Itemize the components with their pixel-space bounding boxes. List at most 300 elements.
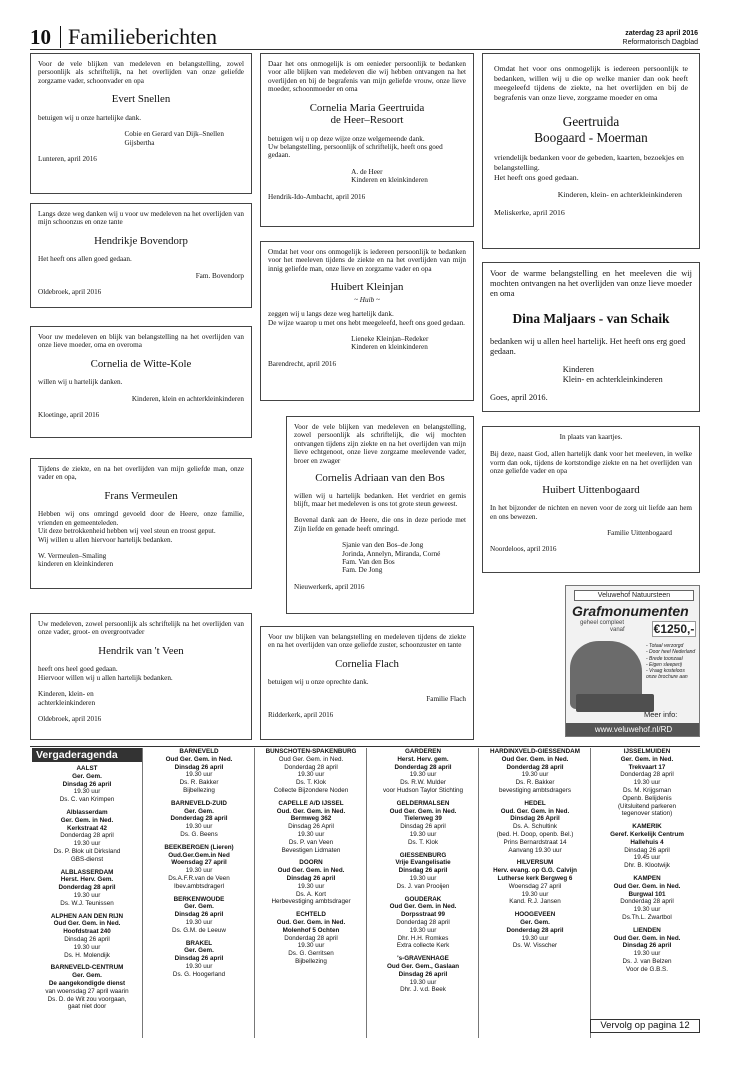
ad-body: zeggen wij u langs deze weg hartelijk dank.	[268, 310, 394, 319]
agenda-place: ALPHEN AAN DEN RIJN	[50, 912, 124, 920]
agenda-line: Ds. R.W. Mulder	[400, 779, 446, 787]
ad-signature: Sjanie van den Bos–de Jong	[342, 541, 424, 550]
agenda-line: Oud Ger. Gem. in Ned.	[278, 755, 344, 763]
promo-feature: - Eigen sleeperij	[646, 661, 682, 668]
issue-date: zaterdag 23 april 2016	[625, 30, 698, 37]
agenda-detail: Kerkstraat 42	[67, 824, 107, 832]
agenda-line: 19.30 uur	[73, 891, 101, 899]
agenda-church: Ger. Gem. in Ned.	[60, 816, 114, 824]
ad-van-t-veen	[30, 613, 252, 740]
agenda-line: 19.30 uur	[633, 950, 661, 958]
ad-body: Hebben wij ons omringd gevoeld door de Heere, onze familie, vrienden en gemeenteleden.	[38, 510, 244, 527]
agenda-line: 19.30 uur	[409, 830, 437, 838]
agenda-line: 19.30 uur	[185, 771, 213, 779]
ad-signature: Gijsbertha	[124, 138, 155, 147]
agenda-line: Ds. G. Hoogerland	[172, 970, 226, 978]
agenda-church: Oud.Ger.Gem.in Ned	[168, 851, 230, 859]
agenda-line: Aanvang 19.30 uur	[508, 846, 562, 854]
ad-signature: kinderen en kleinkinderen	[38, 560, 114, 569]
agenda-entry	[592, 875, 702, 922]
ad-body: Wij willen u allen hiervoor hartelijk bedanken.	[38, 535, 173, 544]
agenda-entry	[480, 800, 590, 855]
deceased-name: Frans Vermeulen	[104, 489, 178, 502]
promo-feature: onze brochure aan	[646, 674, 688, 681]
agenda-line: 19.30 uur	[185, 823, 213, 831]
agenda-church: Oud. Ger. Gem. in Ned.	[500, 807, 570, 815]
agenda-line: 19.30 uur	[633, 906, 661, 914]
ad-signature: Familie Uittenbogaard	[607, 528, 672, 537]
agenda-place: Alblasserdam	[66, 808, 108, 816]
ad-signature: Kinderen, klein- en achterkleinkinderen	[557, 190, 682, 200]
agenda-entry	[144, 844, 254, 891]
ad-body: vriendelijk bedanken voor de gebeden, kaarten, bezoekjes en belangstelling.	[494, 153, 684, 172]
ad-body: Hiervoor willen wij u allen hartelijk bedanken.	[38, 673, 173, 682]
agenda-line: 19.30 uur	[297, 942, 325, 950]
agenda-church: Oud Ger. Gem. in Ned.	[501, 755, 569, 763]
ad-intro: Voor uw medeleven en blijk van belangstelling na het overlijden van onze lieve moeder, oma en overoma	[38, 333, 244, 350]
deceased-name: Boogaard - Moerman	[534, 129, 648, 145]
ad-place-date: Oldebroek, april 2016	[38, 288, 102, 297]
agenda-line: Ds. J. van Prooijen	[396, 882, 450, 890]
ad-intro: Voor de vele blijken van medeleven en belangstelling, zowel persoonlijk als schriftelijk, na het overlijden van onze geliefde zorgzame vader, schoonvader en opa	[38, 60, 244, 85]
agenda-detail: Dinsdag 26 april	[62, 780, 112, 788]
agenda-place: HILVERSUM	[516, 859, 554, 867]
ad-intro: Omdat het voor ons onmogelijk is iedereen persoonlijk te bedanken, willen wij u die op welke manier dan ook heeft meegeleefd tijdens de ziekte, na het overlijden en bij de begrafenis van onze lieve, zorgzame moeder en oma	[494, 64, 688, 102]
agenda-line: Dinsdag 26 april	[400, 823, 446, 831]
agenda-place: CAPELLE A/D IJSSEL	[278, 799, 344, 807]
header-divider	[60, 26, 61, 48]
agenda-line: Dhr. B. Klootwijk	[624, 862, 670, 870]
section-title: Familieberichten	[68, 24, 218, 49]
agenda-church: Herv. evang. op G.G. Calvijn	[493, 867, 577, 875]
agenda-line: (bed. H. Doop, openb. Bel.)	[496, 830, 574, 838]
agenda-entry	[144, 748, 254, 795]
promo-feature: - Vraag kosteloos	[646, 668, 685, 675]
agenda-place: KAMPEN	[633, 874, 661, 882]
ad-signature: Kinderen	[562, 364, 594, 374]
agenda-line: Donderdag 28 april	[284, 934, 338, 942]
agenda-detail: Dinsdag 26 april	[622, 942, 672, 950]
agenda-line: Woensdag 27 april	[508, 882, 562, 890]
ad-van-den-bos	[286, 416, 474, 614]
agenda-church: Oud Ger. Gem. in Ned.	[389, 807, 457, 815]
promo-feature: - Totaal verzorgd	[646, 643, 684, 649]
agenda-detail: Dinsdag 26 april	[174, 955, 224, 963]
deceased-name: Cornelis Adriaan van den Bos	[315, 472, 445, 485]
ad-intro: Uw medeleven, zowel persoonlijk als schriftelijk na het overlijden van onze vader, groot- en overgrootvader	[38, 620, 244, 637]
agenda-entry	[32, 913, 142, 960]
agenda-detail: Donderdag 28 april	[506, 926, 564, 934]
agenda-place: HOOGEVEEN	[514, 911, 556, 919]
agenda-place: ECHTELD	[296, 911, 326, 919]
ad-body: heeft ons heel goed gedaan.	[38, 665, 118, 674]
agenda-line: 19.30 uur	[297, 771, 325, 779]
agenda-detail: Lutherse kerk Bergweg 6	[497, 874, 573, 882]
agenda-church: Oud Ger. Gem. in Ned.	[277, 867, 345, 875]
agenda-line: Dhr. H.H. Romkes	[397, 934, 449, 942]
promo-sub-line: vanaf	[610, 627, 625, 633]
ad-signature: Fam. Van den Bos	[342, 557, 395, 566]
agenda-line: 19.30 uur	[633, 779, 661, 787]
agenda-line: van woensdag 27 april waarin	[45, 987, 129, 995]
agenda-line: 19.30 uur	[297, 882, 325, 890]
agenda-church: Ger. Gem.	[520, 918, 550, 926]
agenda-line: 19.30 uur	[73, 788, 101, 796]
ad-intro: Voor de vele blijken van medeleven en belangstelling, zowel persoonlijk als schriftelijk, die wij mochten ontvangen tijdens zijn ziekte en na het overlijden van mijn lieve echtgenoot, onze lieve zorgzame meelevende vader, broer en zwager	[294, 423, 466, 465]
agenda-church: Ger. Gem.	[72, 972, 102, 980]
agenda-line: Ds.Th.L. Zwartbol	[622, 913, 672, 921]
ad-intro: Omdat het voor ons onmogelijk is iedereen persoonlijk te bedanken voor het meeleven tijdens de ziekte en na het overlijden van mijn innig geliefde man, onze lieve en zorgzame vader en opa	[268, 248, 466, 273]
deceased-name: Huibert Uittenbogaard	[542, 483, 640, 496]
gravestone-base	[576, 694, 654, 712]
agenda-detail: Hallehuis 4	[630, 838, 664, 846]
agenda-line: Bijbellezing	[295, 957, 327, 965]
agenda-entry	[256, 748, 366, 795]
agenda-detail: Woensdag 27 april	[171, 859, 227, 867]
agenda-church: Ger. Gem.	[184, 903, 214, 911]
ad-maljaars	[482, 262, 700, 412]
ad-intro: Daar het ons onmogelijk is om eenieder persoonlijk te bedanken voor alle blijken van medeleven die wij hebben ontvangen na het overlijden en bij de begrafenis van mijn geliefde vrouw, onze lieve moeder, schoonmoeder en oma	[268, 60, 466, 94]
agenda-line: Ds. R. Bakker	[179, 779, 219, 787]
agenda-place: DOORN	[299, 859, 323, 867]
agenda-line: 19.30 uur	[297, 830, 325, 838]
ad-body: willen wij u hartelijk bedanken. Het verdriet en gemis blijft, maar het medeleven is ons tot grote steun geweest.	[294, 491, 466, 508]
ad-signature: Jorinda, Annelyn, Miranda, Corné	[342, 549, 441, 558]
newspaper-name: Reformatorisch Dagblad	[622, 39, 698, 46]
agenda-line: Ds.A.F.R.van de Veen	[168, 874, 230, 882]
agenda-line: Openb. Belijdenis	[622, 794, 672, 802]
column-divider	[590, 748, 591, 1038]
ad-place-date: Barendrecht, april 2016	[268, 359, 337, 368]
agenda-church: Ger. Gem.	[184, 807, 214, 815]
agenda-line: 19.30 uur	[185, 962, 213, 970]
agenda-column	[256, 748, 366, 971]
agenda-line: gaat niet door	[67, 1003, 107, 1011]
agenda-place: GELDERMALSEN	[396, 799, 450, 807]
advertisement-grafmonumenten[interactable]	[565, 585, 700, 737]
agenda-church: Geref. Kerkelijk Centrum	[610, 830, 684, 838]
agenda-entry	[144, 940, 254, 979]
agenda-line: bevestiging ambtsdragers	[498, 786, 572, 794]
agenda-entry	[368, 955, 478, 994]
agenda-line: Ds. W.J. Teunissen	[60, 899, 114, 907]
ad-bovendorp	[30, 203, 252, 308]
ad-body: Bovenal dank aan de Heere, die ons in deze periode met Zijn liefde en genade heeft omringd.	[294, 516, 466, 533]
ad-place-date: Kloetinge, april 2016	[38, 411, 100, 420]
ad-body: De wijze waarop u met ons hebt meegeleefd, heeft ons goed gedaan.	[268, 318, 465, 327]
agenda-entry	[256, 800, 366, 855]
ad-intro: Tijdens de ziekte, en na het overlijden van mijn geliefde man, onze vader en opa,	[38, 465, 244, 482]
agenda-church: Oud Ger. Gem. in Ned.	[165, 755, 233, 763]
ad-place-date: Goes, april 2016.	[490, 392, 548, 402]
deceased-name: de Heer–Resoort	[330, 114, 404, 127]
agenda-column	[368, 748, 478, 999]
agenda-entry	[32, 964, 142, 1011]
agenda-line: Ds. G.M. de Leeuw	[172, 926, 226, 934]
agenda-line: Donderdag 28 april	[284, 763, 338, 771]
ad-place-date: Ridderkerk, april 2016	[268, 711, 334, 720]
agenda-church: Oud Ger. Gem., Gaslaan	[386, 962, 460, 970]
ad-body: bedanken wij u allen heel hartelijk. Het heeft ons erg goed gedaan.	[490, 336, 686, 356]
ad-intro: Voor de warme belangstelling en het meeleven die wij mochten ontvangen na het overlijden van onze lieve moeder en oma	[490, 269, 692, 298]
promo-subtitle	[580, 620, 625, 634]
agenda-line: Ds. T. Klok	[408, 838, 438, 846]
agenda-line: voor Hudson Taylor Stichting	[382, 786, 464, 794]
ad-intro: Langs deze weg danken wij u voor uw medeleven na het overlijden van mijn schoonzus en onze tante	[38, 210, 244, 227]
agenda-detail: Burgwal 101	[628, 890, 666, 898]
agenda-place: BUNSCHOTEN-SPAKENBURG	[265, 748, 357, 755]
agenda-line: 19.30 uur	[409, 874, 437, 882]
promo-feature: - Door heel Nederland	[646, 649, 696, 656]
page-number: 10	[30, 25, 51, 49]
agenda-entry	[256, 911, 366, 966]
promo-more-info: Meer info:	[644, 710, 678, 719]
agenda-line: Ds. P. Blok uit Dirksland	[53, 847, 121, 855]
ad-kleinjan	[260, 241, 474, 401]
ad-body: Het heeft ons allen goed gedaan.	[38, 255, 132, 264]
agenda-line: Collecte Bijzondere Noden	[273, 786, 349, 794]
agenda-detail: Donderdag 28 april	[170, 815, 228, 823]
agenda-entry	[144, 896, 254, 935]
agenda-line: Donderdag 28 april	[60, 832, 114, 840]
agenda-entry	[144, 800, 254, 839]
agenda-church: Herst. Herv. Gem.	[60, 876, 114, 884]
agenda-entry	[480, 859, 590, 906]
agenda-place: BRAKEL	[185, 939, 213, 947]
agenda-line: Voor de G.B.S.	[625, 965, 668, 973]
agenda-column	[480, 748, 590, 955]
ad-flach	[260, 626, 474, 740]
agenda-line: Ds. T. Klok	[296, 779, 326, 787]
agenda-line: 19.30 uur	[73, 943, 101, 951]
agenda-detail: Molenhof 5 Ochten	[282, 926, 340, 934]
agenda-church: Oud. Ger. Gem. in Ned.	[276, 807, 346, 815]
header-rule	[30, 49, 700, 50]
agenda-detail: Bermweg 362	[290, 815, 332, 823]
ad-signature: A. de Heer	[351, 167, 383, 176]
agenda-line: Ds. G. Gerritsen	[288, 950, 334, 958]
agenda-place: BARNEVELD-CENTRUM	[50, 964, 124, 972]
agenda-line: Ds. A. Schultink	[512, 823, 558, 831]
agenda-entry	[32, 765, 142, 804]
agenda-place: BARNEVELD-ZUID	[171, 799, 227, 807]
agenda-rule	[30, 746, 700, 747]
agenda-detail: Dinsdag 26 april	[398, 970, 448, 978]
agenda-entry	[592, 823, 702, 870]
ad-place-date: Nieuwerkerk, april 2016	[294, 582, 365, 591]
agenda-line: Herbevestiging ambtsdrager	[271, 898, 351, 906]
agenda-line: Ds. M. Krijgsman	[623, 786, 671, 794]
agenda-line: GBS-dienst	[70, 855, 104, 863]
ad-body: betuigen wij u op deze wijze onze welgemeende dank.	[268, 134, 425, 143]
agenda-detail: Trekvaart 17	[628, 763, 666, 771]
column-divider	[142, 748, 143, 1038]
agenda-entry	[480, 911, 590, 950]
agenda-church: Ger. Gem.	[184, 947, 214, 955]
ad-body: In het bijzonder de nichten en neven voor de zorg uit liefde aan hem en ons bewezen.	[490, 504, 692, 521]
agenda-line: 19.30 uur	[73, 840, 101, 848]
agenda-entry	[32, 869, 142, 908]
agenda-line: Dhr. J. v.d. Beek	[400, 986, 446, 994]
agenda-line: 19.30 uur	[409, 771, 437, 779]
agenda-detail: Dinsdag 26 april	[398, 867, 448, 875]
agenda-church: Oud Ger. Gem. in Ned.	[613, 882, 681, 890]
ad-heading: In plaats van kaartjes.	[559, 433, 623, 441]
column-divider	[478, 748, 479, 1038]
agenda-detail: Dorpsstraat 99	[400, 911, 446, 919]
ad-signature: Fam. Bovendorp	[195, 271, 244, 280]
agenda-detail: Donderdag 28 april	[506, 763, 564, 771]
ad-signature: Kinderen en kleinkinderen	[351, 176, 428, 185]
agenda-entry	[480, 748, 590, 795]
ad-signature: Kinderen en kleinkinderen	[351, 343, 428, 352]
agenda-title: Vergaderagenda	[32, 748, 142, 762]
deceased-name: Cornelia Maria Geertruida	[309, 101, 425, 114]
agenda-line: 19.30 uur	[185, 918, 213, 926]
agenda-place: GARDEREN	[404, 748, 442, 755]
column-divider	[254, 748, 255, 1038]
ad-intro: Bij deze, naast God, allen hartelijk dank voor het meeleven, in welke vorm dan ook, tijdens de kortstondige ziekte en na het overlijden van onze geliefde vader en opa	[490, 450, 692, 476]
promo-features	[646, 643, 695, 681]
ad-signature: Kinderen, klein- en	[38, 690, 94, 699]
ad-signature: Fam. De Jong	[342, 566, 383, 575]
agenda-line: Donderdag 28 april	[620, 771, 674, 779]
deceased-name: Cornelia Flach	[335, 657, 399, 670]
agenda-line: Ds. A. Kort	[295, 890, 327, 898]
agenda-entry	[256, 859, 366, 906]
agenda-line: 19.30 uur	[521, 771, 549, 779]
agenda-entry	[368, 852, 478, 891]
agenda-church: Oud Ger. Gem. in Ned.	[389, 903, 457, 911]
ad-uittenbogaard	[482, 426, 700, 573]
ad-body: betuigen wij u onze oprechte dank.	[268, 678, 369, 687]
agenda-line: Kand. R.J. Jansen	[509, 898, 561, 906]
deceased-name: Geertruida	[562, 114, 620, 130]
agenda-line: Donderdag 28 april	[396, 918, 450, 926]
continued-on-page: Vervolg op pagina 12	[590, 1019, 700, 1033]
ad-body: willen wij u hartelijk danken.	[38, 378, 123, 387]
ad-signature: Klein- en achterkleinkinderen	[562, 374, 663, 384]
agenda-line: Ds. P. van Veen	[288, 838, 334, 846]
agenda-detail: Dinsdag 26 April	[510, 815, 560, 823]
agenda-place: HEDEL	[524, 799, 546, 807]
agenda-place: BARNEVELD	[179, 748, 219, 755]
agenda-line: 19.30 uur	[521, 890, 549, 898]
ad-de-witte-kole	[30, 326, 252, 438]
agenda-detail: Dinsdag 26 april	[174, 763, 224, 771]
agenda-line: Donderdag 28 april	[620, 898, 674, 906]
agenda-line: 19.30 uur	[409, 978, 437, 986]
agenda-line: Ds. J. van Belzen	[622, 957, 672, 965]
agenda-place: LIENDEN	[633, 926, 661, 934]
agenda-line: Ds. W. Visscher	[512, 942, 558, 950]
ad-body: Uw belangstelling, persoonlijk of schriftelijk, heeft ons goed gedaan.	[268, 143, 443, 160]
agenda-entry	[32, 809, 142, 864]
agenda-place: HARDINXVELD-GIESSENDAM	[490, 748, 580, 755]
agenda-line: Extra collecte Kerk	[396, 942, 450, 950]
agenda-line: Dinsdag 26 April	[288, 823, 334, 831]
ad-signature: achterkleinkinderen	[38, 698, 96, 707]
deceased-name: Evert Snellen	[111, 93, 171, 106]
agenda-column	[592, 748, 702, 979]
agenda-column	[32, 748, 142, 1016]
agenda-entry	[368, 748, 478, 795]
ad-signature: Kinderen, klein en achterkleinkinderen	[131, 394, 244, 403]
promo-feature: - Brede toonzaal	[646, 655, 683, 662]
agenda-line: Ds. G. Beens	[180, 830, 218, 838]
ad-place-date: Noordeloos, april 2016	[490, 545, 557, 554]
agenda-place: GOUDERAK	[404, 895, 442, 903]
agenda-church: Herst. Herv. gem.	[397, 755, 449, 763]
agenda-line: 19.30 uur	[409, 926, 437, 934]
ad-place-date: Meliskerke, april 2016	[494, 207, 565, 217]
agenda-detail: De aangekondigde dienst	[48, 979, 126, 987]
ad-body: betuigen wij u onze hartelijke dank.	[38, 113, 141, 122]
agenda-line: (Uitsluitend parkeren	[617, 802, 677, 810]
agenda-church: Oud Ger. Gem. in Ned.	[53, 920, 121, 928]
agenda-line: 19.30 uur	[185, 867, 213, 875]
deceased-name: Dina Maljaars - van Schaik	[512, 311, 670, 326]
ad-de-heer	[260, 53, 474, 227]
deceased-name: Hendrikje Bovendorp	[94, 234, 188, 247]
agenda-place: KAMERIK	[632, 823, 662, 831]
ad-place-date: Lunteren, april 2016	[38, 154, 97, 163]
deceased-name: Cornelia de Witte-Kole	[90, 357, 192, 370]
promo-title: Grafmonumenten	[572, 603, 689, 619]
agenda-line: Ibev.ambtsdragerl	[174, 882, 224, 890]
agenda-line: 19.45 uur	[633, 854, 661, 862]
agenda-detail: Donderdag 28 april	[58, 884, 116, 892]
deceased-name: Hendrik van 't Veen	[98, 644, 184, 657]
ad-boogaard	[482, 53, 700, 249]
deceased-name: Huibert Kleinjan	[330, 281, 404, 294]
agenda-place: GIESSENBURG	[399, 851, 447, 859]
agenda-line: Bijbellezing	[183, 786, 215, 794]
agenda-entry	[592, 927, 702, 974]
agenda-line: 19.30 uur	[521, 934, 549, 942]
agenda-entry	[368, 896, 478, 951]
agenda-line: Dinsdag 26 april	[624, 846, 670, 854]
agenda-place: AALST	[76, 765, 98, 772]
agenda-line: Ds. H. Molendijk	[64, 951, 110, 959]
agenda-church: Ger. Gem. in Ned.	[620, 755, 674, 763]
agenda-detail: Dinsdag 26 april	[174, 911, 224, 919]
agenda-line: Bevestigen Lidmaten	[281, 846, 341, 854]
agenda-church: Oud. Ger. Gem. in Ned.	[276, 918, 346, 926]
ad-snellen	[30, 53, 252, 194]
ad-place-date: Hendrik-Ido-Ambacht, april 2016	[268, 192, 366, 201]
brand-logo: Veluwehof Natuursteen	[574, 590, 694, 601]
ad-body: Uit deze betrokkenheid hebben wij veel steun en troost geput.	[38, 527, 216, 536]
column-divider	[366, 748, 367, 1038]
agenda-place: ALBLASSERDAM	[60, 868, 114, 876]
agenda-entry	[368, 800, 478, 847]
ad-vermeulen	[30, 458, 252, 589]
agenda-line: Prins Bernardstraat 14	[503, 838, 567, 846]
ad-signature: W. Vermeulen–Smaling	[38, 551, 107, 560]
agenda-place: IJSSELMUIDEN	[623, 748, 671, 755]
agenda-church: Vrije Evangelisatie	[395, 859, 451, 867]
agenda-detail: Donderdag 28 april	[394, 763, 452, 771]
agenda-line: tegenover station)	[621, 810, 673, 818]
agenda-detail: Hoofdstraat 240	[63, 928, 111, 936]
agenda-place: BEEKBERGEN (Lieren)	[164, 843, 234, 851]
promo-url-link[interactable]: www.veluwehof.nl/RD	[566, 723, 700, 736]
agenda-detail: Tielerweg 39	[404, 815, 442, 823]
agenda-place: BERKENWOUDE	[173, 895, 225, 903]
agenda-line: Ds. D. de Wit zou voorgaan,	[47, 995, 127, 1003]
agenda-church: Oud Ger. Gem. in Ned.	[613, 934, 681, 942]
